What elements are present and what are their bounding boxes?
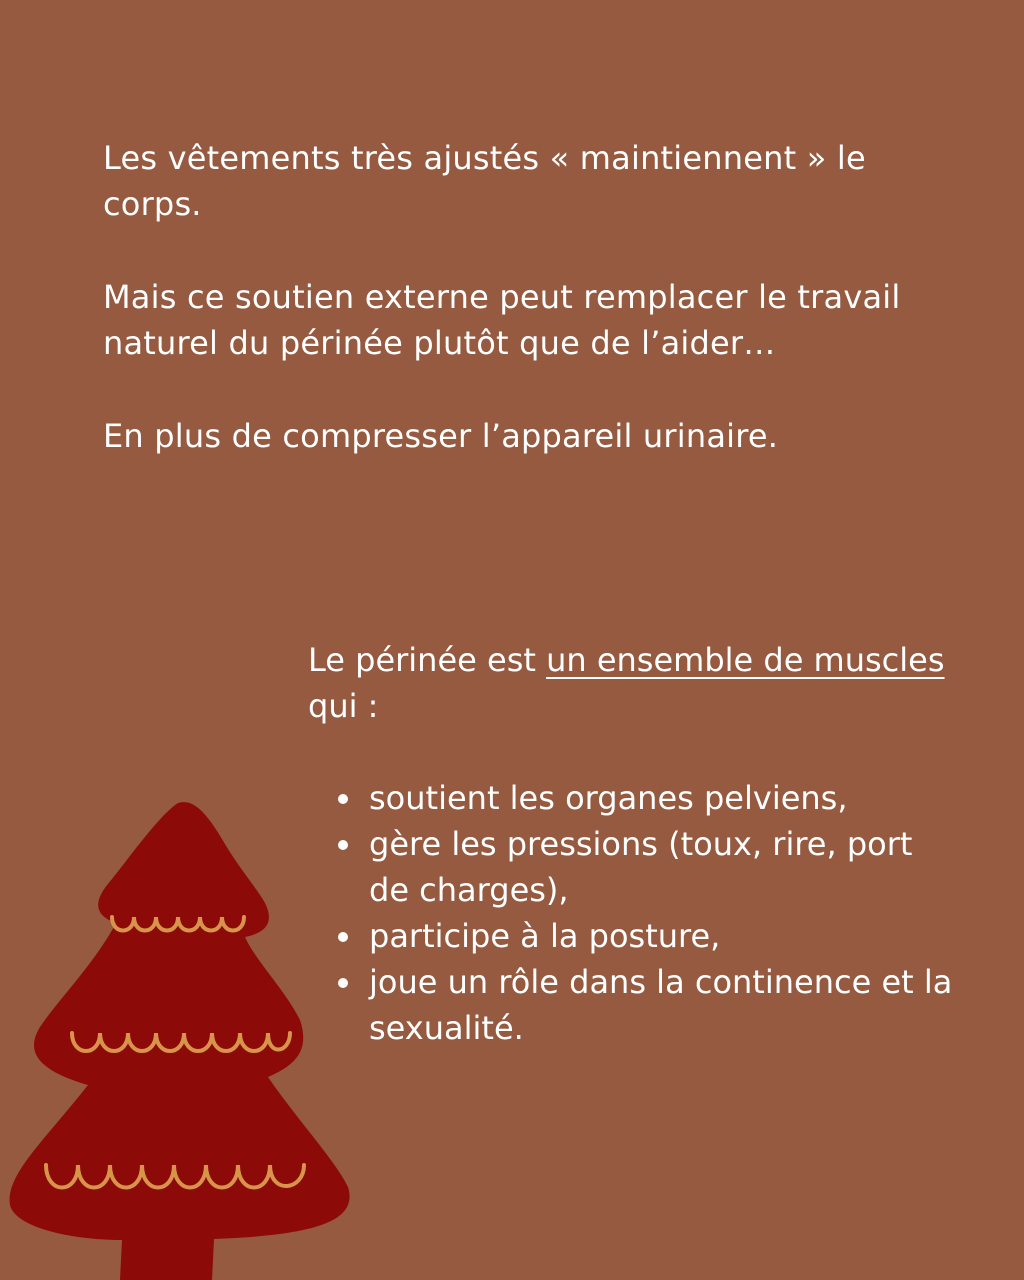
christmas-tree-icon <box>0 795 360 1280</box>
list-item: gère les pressions (toux, rire, port de charges), <box>369 821 958 913</box>
definition-end: qui : <box>308 687 379 725</box>
definition-start: Le périnée est <box>308 641 547 679</box>
tree-shape <box>10 802 350 1280</box>
list-item: participe à la posture, <box>369 913 958 959</box>
perineum-roles-list <box>308 775 958 1051</box>
paragraph-tight-clothes: Les vêtements très ajustés « maintiennent » le corps. <box>103 139 866 223</box>
muscles-highlight: un ensemble de muscles <box>546 641 945 679</box>
list-item: soutient les organes pelviens, <box>369 775 958 821</box>
paragraph-urinary-compression: En plus de compresser l’appareil urinaire. <box>103 417 779 455</box>
perineum-info <box>308 637 958 1051</box>
intro-text <box>103 135 923 506</box>
list-item: joue un rôle dans la continence et la sexualité. <box>369 959 958 1051</box>
paragraph-external-support: Mais ce soutien externe peut remplacer le travail naturel du périnée plutôt que de l’aider… <box>103 278 901 362</box>
perineum-definition <box>308 637 958 729</box>
